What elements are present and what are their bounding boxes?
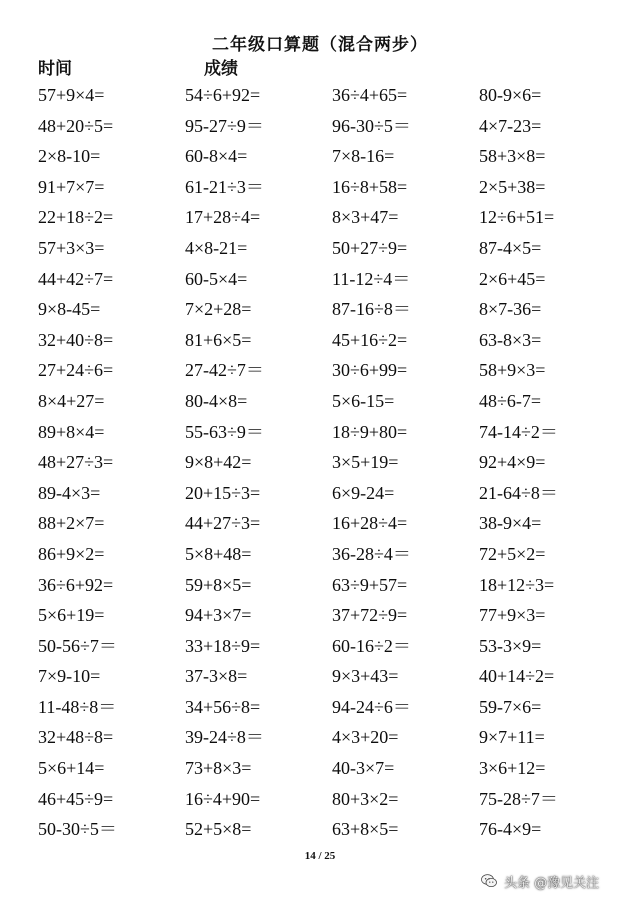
problem-item: 87-16÷8＝ — [332, 299, 411, 320]
problem-item: 80+3×2= — [332, 788, 399, 809]
problem-item: 80-9×6= — [479, 85, 542, 105]
problem-item: 5×6+19= — [38, 605, 105, 626]
problem-item: 50+27÷9= — [332, 237, 408, 258]
problem-item: 9×8+42= — [185, 452, 252, 473]
problem-item: 4×8-21= — [185, 237, 248, 258]
problem-item: 34+56÷8= — [185, 696, 261, 717]
problem-item: 63-8×3= — [479, 329, 542, 350]
problem-item: 37+72÷9= — [332, 605, 408, 626]
problem-item: 36-28÷4＝ — [332, 543, 411, 564]
problem-item: 5×6+14= — [38, 758, 105, 779]
problem-item: 61-21÷3＝ — [185, 176, 264, 197]
problem-item: 52+5×8= — [185, 819, 252, 840]
problem-item: 8×7-36= — [479, 299, 542, 320]
problem-item: 7×8-16= — [332, 146, 395, 167]
problem-item: 74-14÷2＝ — [479, 421, 558, 442]
problem-item: 73+8×3= — [185, 758, 252, 779]
score-label: 成绩 — [204, 59, 238, 79]
problem-item: 86+9×2= — [38, 543, 105, 564]
problem-item: 48+20÷5= — [38, 115, 114, 136]
problem-item: 55-63÷9＝ — [185, 421, 264, 442]
problem-item: 53-3×9= — [479, 635, 542, 656]
problem-item: 9×3+43= — [332, 666, 399, 687]
problem-item: 3×5+19= — [332, 452, 399, 473]
problem-item: 20+15÷3= — [185, 482, 261, 503]
problem-item: 36÷4+65= — [332, 85, 408, 105]
problem-item: 4×7-23= — [479, 115, 542, 136]
problem-item: 63+8×5= — [332, 819, 399, 840]
watermark-text: 头条 @豫见关注 — [504, 875, 600, 891]
problem-item: 50-30÷5＝ — [38, 819, 117, 840]
problem-item: 2×6+45= — [479, 268, 546, 289]
problem-item: 5×6-15= — [332, 390, 395, 411]
problem-item: 81+6×5= — [185, 329, 252, 350]
problem-item: 60-16÷2＝ — [332, 635, 411, 656]
page-title: 二年级口算题（混合两步） — [212, 35, 428, 55]
problem-item: 48÷6-7= — [479, 390, 542, 411]
problem-item: 44+42÷7= — [38, 268, 114, 289]
problem-item: 57+3×3= — [38, 237, 105, 258]
problem-item: 59+8×5= — [185, 574, 252, 595]
problem-item: 88+2×7= — [38, 513, 105, 534]
page-number — [0, 850, 640, 862]
problem-item: 16÷8+58= — [332, 176, 408, 197]
problem-item: 21-64÷8＝ — [479, 482, 558, 503]
problem-item: 12÷6+51= — [479, 207, 555, 228]
problem-item: 63÷9+57= — [332, 574, 408, 595]
problem-item: 59-7×6= — [479, 696, 542, 717]
problem-item: 92+4×9= — [479, 452, 546, 473]
problem-item: 33+18÷9= — [185, 635, 261, 656]
problem-item: 91+7×7= — [38, 176, 105, 197]
problem-item: 89-4×3= — [38, 482, 101, 503]
problem-item: 76-4×9= — [479, 819, 542, 840]
problem-item: 8×3+47= — [332, 207, 399, 228]
problem-item: 87-4×5= — [479, 237, 542, 258]
problem-item: 2×8-10= — [38, 146, 101, 167]
problem-item: 11-12÷4＝ — [332, 268, 411, 289]
problem-item: 37-3×8= — [185, 666, 248, 687]
problem-item: 27-42÷7＝ — [185, 360, 264, 381]
problem-item: 58+3×8= — [479, 146, 546, 167]
problem-item: 16+28÷4= — [332, 513, 408, 534]
wechat-icon — [480, 872, 498, 890]
problem-item: 94+3×7= — [185, 605, 252, 626]
problem-item: 72+5×2= — [479, 543, 546, 564]
problem-item: 57+9×4= — [38, 85, 105, 105]
problem-item: 6×9-24= — [332, 482, 395, 503]
problem-item: 2×5+38= — [479, 176, 546, 197]
problem-item: 40+14÷2= — [479, 666, 555, 687]
problem-item: 27+24÷6= — [38, 360, 114, 381]
problem-item: 77+9×3= — [479, 605, 546, 626]
page-separator: / — [315, 850, 325, 862]
problem-item: 32+40÷8= — [38, 329, 114, 350]
problem-item: 96-30÷5＝ — [332, 115, 411, 136]
problem-item: 32+48÷8= — [38, 727, 114, 748]
page-total: 25 — [324, 850, 336, 862]
problem-item: 18÷9+80= — [332, 421, 408, 442]
problem-item: 38-9×4= — [479, 513, 542, 534]
problem-item: 39-24÷8＝ — [185, 727, 264, 748]
problem-item: 48+27÷3= — [38, 452, 114, 473]
problem-item: 9×8-45= — [38, 299, 101, 320]
problem-item: 9×7+11= — [479, 727, 545, 748]
problem-item: 44+27÷3= — [185, 513, 261, 534]
problem-item: 17+28÷4= — [185, 207, 261, 228]
problem-item: 94-24÷6＝ — [332, 696, 411, 717]
problem-item: 75-28÷7＝ — [479, 788, 558, 809]
problem-item: 89+8×4= — [38, 421, 105, 442]
problem-item: 4×3+20= — [332, 727, 399, 748]
problem-item: 40-3×7= — [332, 758, 395, 779]
problem-item: 3×6+12= — [479, 758, 546, 779]
problem-item: 80-4×8= — [185, 390, 248, 411]
problem-item: 54÷6+92= — [185, 85, 261, 105]
problem-item: 30÷6+99= — [332, 360, 408, 381]
problem-item: 50-56÷7＝ — [38, 635, 117, 656]
problem-item: 18+12÷3= — [479, 574, 555, 595]
problem-grid — [38, 80, 638, 848]
problem-item: 8×4+27= — [38, 390, 105, 411]
problem-item: 46+45÷9= — [38, 788, 114, 809]
problem-item: 16÷4+90= — [185, 788, 261, 809]
problem-item: 22+18÷2= — [38, 207, 114, 228]
problem-item: 58+9×3= — [479, 360, 546, 381]
problem-item: 36÷6+92= — [38, 574, 114, 595]
problem-item: 60-8×4= — [185, 146, 248, 167]
time-label: 时间 — [38, 59, 72, 79]
problem-item: 45+16÷2= — [332, 329, 408, 350]
problem-item: 7×9-10= — [38, 666, 101, 687]
problem-item: 7×2+28= — [185, 299, 252, 320]
watermark — [480, 870, 599, 892]
problem-item: 11-48÷8＝ — [38, 696, 117, 717]
problem-item: 95-27÷9＝ — [185, 115, 264, 136]
problem-item: 60-5×4= — [185, 268, 248, 289]
problem-item: 5×8+48= — [185, 543, 252, 564]
page-current: 14 — [304, 850, 316, 862]
